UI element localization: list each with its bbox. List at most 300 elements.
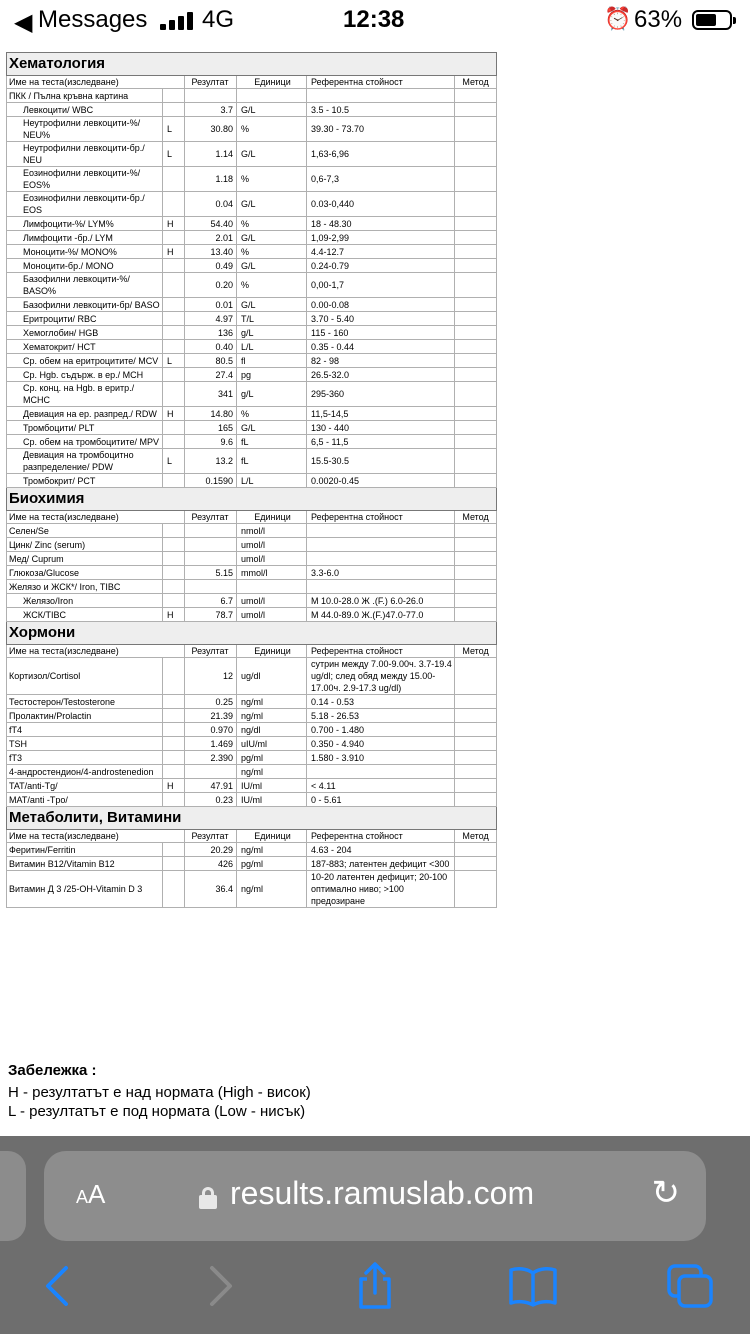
result-unit: %	[237, 167, 307, 192]
result-unit: pg	[237, 368, 307, 382]
method	[455, 340, 497, 354]
method	[455, 843, 497, 857]
table-row	[7, 723, 497, 737]
table-row	[7, 580, 497, 594]
back-to-app-label[interactable]: Messages	[38, 6, 148, 33]
method	[455, 192, 497, 217]
reference-range: 0.35 - 0.44	[307, 340, 455, 354]
result-flag	[163, 89, 185, 103]
reload-icon[interactable]: ↻	[651, 1174, 680, 1212]
browser-toolbar	[0, 1136, 750, 1334]
test-name: Глюкоза/Glucose	[7, 566, 163, 580]
test-name: ПКК / Пълна кръвна картина	[7, 89, 163, 103]
table-row	[7, 435, 497, 449]
test-name: fT4	[7, 723, 163, 737]
result-unit: G/L	[237, 259, 307, 273]
result-value: 2.01	[185, 231, 237, 245]
table-row	[7, 793, 497, 807]
result-value: 0.04	[185, 192, 237, 217]
table-row	[7, 142, 497, 167]
method	[455, 658, 497, 695]
test-name: Левкоцити/ WBC	[7, 103, 163, 117]
result-value: 0.25	[185, 695, 237, 709]
method	[455, 117, 497, 142]
test-name: ЖСК/TIBC	[7, 608, 163, 622]
result-unit: G/L	[237, 231, 307, 245]
bookmarks-button[interactable]	[503, 1256, 563, 1316]
test-name: Ср. конц. на Hgb. в еритр./ MCHC	[7, 382, 163, 407]
reference-range: 0.350 - 4.940	[307, 737, 455, 751]
table-row	[7, 273, 497, 298]
result-value: 0.20	[185, 273, 237, 298]
table-row	[7, 326, 497, 340]
result-flag	[163, 765, 185, 779]
test-name: Кортизол/Cortisol	[7, 658, 163, 695]
method	[455, 89, 497, 103]
method	[455, 167, 497, 192]
test-name: 4-андростендион/4-androstenedion	[7, 765, 163, 779]
result-value: 0.01	[185, 298, 237, 312]
result-value: 0.23	[185, 793, 237, 807]
test-name: Базофилни левкоцити-%/ BASO%	[7, 273, 163, 298]
result-flag	[163, 435, 185, 449]
test-name: Неутрофилни левкоцити-%/ NEU%	[7, 117, 163, 142]
result-value	[185, 765, 237, 779]
test-name: Пролактин/Prolactin	[7, 709, 163, 723]
method	[455, 142, 497, 167]
result-value: 47.91	[185, 779, 237, 793]
result-value	[185, 552, 237, 566]
legend-note	[8, 1062, 708, 1121]
result-unit: ug/dl	[237, 658, 307, 695]
table-row	[7, 103, 497, 117]
header-test-name: Име на теста(изследване)	[7, 645, 185, 658]
result-flag	[163, 566, 185, 580]
result-unit	[237, 89, 307, 103]
test-name: Витамин B12/Vitamin B12	[7, 857, 163, 871]
result-value: 1.469	[185, 737, 237, 751]
battery-icon	[692, 10, 732, 30]
table-row	[7, 259, 497, 273]
reference-range	[307, 580, 455, 594]
table-row	[7, 658, 497, 695]
table-row	[7, 407, 497, 421]
back-arrow-icon[interactable]: ◀	[14, 9, 33, 36]
reference-range: 39.30 - 73.70	[307, 117, 455, 142]
column-header-row	[7, 511, 497, 524]
table-row	[7, 751, 497, 765]
method	[455, 566, 497, 580]
table-row	[7, 368, 497, 382]
result-unit: nmol/l	[237, 524, 307, 538]
test-name: Желязо/Iron	[7, 594, 163, 608]
reference-range: 0.00-0.08	[307, 298, 455, 312]
back-button[interactable]	[28, 1256, 88, 1316]
result-flag	[163, 843, 185, 857]
method	[455, 737, 497, 751]
reference-range: 11,5-14,5	[307, 407, 455, 421]
test-name: Еритроцити/ RBC	[7, 312, 163, 326]
table-row	[7, 354, 497, 368]
table-row	[7, 421, 497, 435]
method	[455, 449, 497, 474]
result-unit: umol/l	[237, 552, 307, 566]
test-name: Ср. обем на еритроцитите/ MCV	[7, 354, 163, 368]
result-flag	[163, 273, 185, 298]
test-name: Ср. обем на тромбоцитите/ MPV	[7, 435, 163, 449]
result-unit: umol/l	[237, 594, 307, 608]
test-name: Селен/Se	[7, 524, 163, 538]
result-unit: %	[237, 117, 307, 142]
result-unit: IU/ml	[237, 779, 307, 793]
result-unit: ng/dl	[237, 723, 307, 737]
table-row	[7, 231, 497, 245]
method	[455, 435, 497, 449]
result-unit: umol/l	[237, 538, 307, 552]
reference-range: 1.580 - 3.910	[307, 751, 455, 765]
method	[455, 857, 497, 871]
method	[455, 245, 497, 259]
address-bar[interactable]	[44, 1151, 706, 1241]
method	[455, 594, 497, 608]
reference-range: 5.18 - 26.53	[307, 709, 455, 723]
table-row	[7, 566, 497, 580]
header-reference: Референтна стойност	[307, 511, 455, 524]
test-name: Тромбокрит/ PCT	[7, 474, 163, 488]
result-value: 13.40	[185, 245, 237, 259]
reference-range: 1,63-6,96	[307, 142, 455, 167]
test-name: Еозинофилни левкоцити-бр./ EOS	[7, 192, 163, 217]
result-value: 1.14	[185, 142, 237, 167]
result-flag	[163, 524, 185, 538]
result-unit: mmol/l	[237, 566, 307, 580]
result-value: 136	[185, 326, 237, 340]
method	[455, 354, 497, 368]
result-flag	[163, 857, 185, 871]
share-icon	[355, 1261, 395, 1311]
result-unit: ng/ml	[237, 765, 307, 779]
result-flag	[163, 580, 185, 594]
reference-range: 82 - 98	[307, 354, 455, 368]
reference-range: 10-20 латентен дефицит; 20-100 оптимално ниво; >100 предозиране	[307, 871, 455, 908]
section-header	[7, 807, 497, 830]
result-flag	[163, 312, 185, 326]
lock-icon	[199, 1187, 217, 1209]
result-value: 20.29	[185, 843, 237, 857]
result-unit: ng/ml	[237, 843, 307, 857]
result-flag	[163, 723, 185, 737]
result-value	[185, 524, 237, 538]
result-value	[185, 538, 237, 552]
method	[455, 273, 497, 298]
table-row	[7, 298, 497, 312]
section-title: Метаболити, Витамини	[7, 807, 497, 830]
result-flag	[163, 709, 185, 723]
result-value: 80.5	[185, 354, 237, 368]
result-flag	[163, 259, 185, 273]
result-unit: ng/ml	[237, 709, 307, 723]
result-unit: L/L	[237, 474, 307, 488]
book-icon	[508, 1265, 558, 1307]
header-test-name: Име на теста(изследване)	[7, 76, 185, 89]
method	[455, 312, 497, 326]
test-name: Хематокрит/ HCT	[7, 340, 163, 354]
header-method: Метод	[455, 830, 497, 843]
signal-icon	[160, 10, 196, 30]
section-header	[7, 622, 497, 645]
test-name: Лимфоцити -бр./ LYM	[7, 231, 163, 245]
reference-range: 0 - 5.61	[307, 793, 455, 807]
chevron-left-icon	[42, 1264, 74, 1308]
reference-range: М 10.0-28.0 Ж .(F.) 6.0-26.0	[307, 594, 455, 608]
result-flag	[163, 871, 185, 908]
reference-range: 1,09-2,99	[307, 231, 455, 245]
test-name: Девиация на ер. разпред./ RDW	[7, 407, 163, 421]
reference-range: М 44.0-89.0 Ж.(F.)47.0-77.0	[307, 608, 455, 622]
method	[455, 723, 497, 737]
result-flag	[163, 737, 185, 751]
result-value: 165	[185, 421, 237, 435]
result-unit: %	[237, 407, 307, 421]
method	[455, 709, 497, 723]
alarm-icon: ⏰	[604, 6, 632, 31]
result-unit: T/L	[237, 312, 307, 326]
result-unit: ng/ml	[237, 695, 307, 709]
result-value: 30.80	[185, 117, 237, 142]
header-result: Резултат	[185, 645, 237, 658]
status-bar	[0, 0, 750, 42]
result-flag	[163, 695, 185, 709]
result-value: 4.97	[185, 312, 237, 326]
table-row	[7, 474, 497, 488]
result-flag	[163, 231, 185, 245]
header-units: Единици	[237, 830, 307, 843]
reference-range: 0.700 - 1.480	[307, 723, 455, 737]
result-unit: umol/l	[237, 608, 307, 622]
method	[455, 695, 497, 709]
header-units: Единици	[237, 645, 307, 658]
reference-range	[307, 524, 455, 538]
result-value: 21.39	[185, 709, 237, 723]
test-name: TAT/anti-Tg/	[7, 779, 163, 793]
reference-range: 115 - 160	[307, 326, 455, 340]
result-unit: pg/ml	[237, 857, 307, 871]
reference-range: < 4.11	[307, 779, 455, 793]
table-row	[7, 89, 497, 103]
test-name: Витамин Д 3 /25-OH-Vitamin D 3	[7, 871, 163, 908]
reference-range: 0.0020-0.45	[307, 474, 455, 488]
header-units: Единици	[237, 76, 307, 89]
table-row	[7, 382, 497, 407]
reference-range: 3.3-6.0	[307, 566, 455, 580]
note-line-high: H - резултатът е над нормата (High - висок)	[8, 1084, 311, 1101]
reference-range: 18 - 48.30	[307, 217, 455, 231]
test-name: Ср. Hgb. съдърж. в ер./ MCH	[7, 368, 163, 382]
method	[455, 407, 497, 421]
previous-tab-preview[interactable]	[0, 1151, 26, 1241]
header-result: Резултат	[185, 511, 237, 524]
reference-range: 0,00-1,7	[307, 273, 455, 298]
reference-range: 295-360	[307, 382, 455, 407]
reference-range: 130 - 440	[307, 421, 455, 435]
table-row	[7, 524, 497, 538]
result-unit: fL	[237, 435, 307, 449]
result-flag	[163, 793, 185, 807]
method	[455, 368, 497, 382]
result-flag	[163, 751, 185, 765]
result-flag	[163, 368, 185, 382]
text-size-button[interactable]: AA	[76, 1179, 106, 1209]
results-table	[6, 52, 497, 908]
table-row	[7, 167, 497, 192]
header-test-name: Име на теста(изследване)	[7, 511, 185, 524]
method	[455, 326, 497, 340]
result-value: 0.970	[185, 723, 237, 737]
header-test-name: Име на теста(изследване)	[7, 830, 185, 843]
result-value: 14.80	[185, 407, 237, 421]
column-header-row	[7, 76, 497, 89]
test-name: MAT/anti -Tpo/	[7, 793, 163, 807]
method	[455, 524, 497, 538]
result-flag	[163, 538, 185, 552]
reference-range: 4.4-12.7	[307, 245, 455, 259]
result-unit: fl	[237, 354, 307, 368]
test-name: TSH	[7, 737, 163, 751]
reference-range: 3.5 - 10.5	[307, 103, 455, 117]
result-flag: L	[163, 117, 185, 142]
test-name: Моноцити-бр./ MONO	[7, 259, 163, 273]
tabs-button[interactable]	[660, 1256, 720, 1316]
result-unit	[237, 580, 307, 594]
result-value: 0.1590	[185, 474, 237, 488]
table-row	[7, 709, 497, 723]
section-header	[7, 53, 497, 76]
result-value: 36.4	[185, 871, 237, 908]
table-row	[7, 449, 497, 474]
section-title: Хематология	[7, 53, 497, 76]
reference-range: 0.03-0,440	[307, 192, 455, 217]
result-value: 3.7	[185, 103, 237, 117]
method	[455, 421, 497, 435]
result-value: 27.4	[185, 368, 237, 382]
test-name: Цинк/ Zinc (serum)	[7, 538, 163, 552]
test-name: Базофилни левкоцити-бр/ BASO	[7, 298, 163, 312]
table-row	[7, 192, 497, 217]
result-value: 1.18	[185, 167, 237, 192]
result-flag	[163, 658, 185, 695]
result-unit: pg/ml	[237, 751, 307, 765]
result-value: 13.2	[185, 449, 237, 474]
note-line-low: L - резултатът е под нормата (Low - нисък)	[8, 1103, 306, 1120]
method	[455, 231, 497, 245]
result-unit: G/L	[237, 192, 307, 217]
result-unit: %	[237, 273, 307, 298]
network-type: 4G	[202, 6, 235, 33]
result-unit: g/L	[237, 326, 307, 340]
header-reference: Референтна стойност	[307, 830, 455, 843]
method	[455, 608, 497, 622]
result-unit: G/L	[237, 142, 307, 167]
method	[455, 103, 497, 117]
forward-button[interactable]	[190, 1256, 250, 1316]
test-name: Моноцити-%/ MONO%	[7, 245, 163, 259]
result-value: 54.40	[185, 217, 237, 231]
method	[455, 552, 497, 566]
result-flag: H	[163, 245, 185, 259]
table-row	[7, 871, 497, 908]
result-flag	[163, 192, 185, 217]
result-value: 78.7	[185, 608, 237, 622]
method	[455, 217, 497, 231]
url-text[interactable]: results.ramuslab.com	[230, 1175, 535, 1211]
result-unit: L/L	[237, 340, 307, 354]
test-name: Тестостерон/Testosterone	[7, 695, 163, 709]
reference-range: 187-883; латентен дефицит <300	[307, 857, 455, 871]
test-name: Девиация на тромбоцитно разпределение/ PDW	[7, 449, 163, 474]
reference-range: 3.70 - 5.40	[307, 312, 455, 326]
section-title: Хормони	[7, 622, 497, 645]
result-value: 0.40	[185, 340, 237, 354]
table-row	[7, 843, 497, 857]
result-unit: %	[237, 217, 307, 231]
table-row	[7, 695, 497, 709]
result-flag	[163, 421, 185, 435]
result-unit: g/L	[237, 382, 307, 407]
result-value: 0.49	[185, 259, 237, 273]
result-flag: H	[163, 608, 185, 622]
result-flag: H	[163, 217, 185, 231]
result-flag: H	[163, 407, 185, 421]
result-flag	[163, 298, 185, 312]
header-reference: Референтна стойност	[307, 76, 455, 89]
method	[455, 298, 497, 312]
result-unit: uIU/ml	[237, 737, 307, 751]
test-name: Тромбоцити/ PLT	[7, 421, 163, 435]
test-name: Мед/ Cuprum	[7, 552, 163, 566]
result-value: 426	[185, 857, 237, 871]
share-button[interactable]	[345, 1256, 405, 1316]
reference-range: 0.14 - 0.53	[307, 695, 455, 709]
result-unit: G/L	[237, 103, 307, 117]
table-row	[7, 245, 497, 259]
lab-results-document	[6, 52, 496, 908]
test-name: fT3	[7, 751, 163, 765]
result-value: 2.390	[185, 751, 237, 765]
header-result: Резултат	[185, 76, 237, 89]
result-flag	[163, 103, 185, 117]
method	[455, 382, 497, 407]
method	[455, 871, 497, 908]
result-flag: L	[163, 142, 185, 167]
result-unit: G/L	[237, 421, 307, 435]
result-flag	[163, 552, 185, 566]
reference-range	[307, 765, 455, 779]
battery-percent: 63%	[634, 6, 683, 33]
table-row	[7, 779, 497, 793]
method	[455, 259, 497, 273]
header-method: Метод	[455, 645, 497, 658]
header-result: Резултат	[185, 830, 237, 843]
result-flag	[163, 474, 185, 488]
test-name: Неутрофилни левкоцити-бр./ NEU	[7, 142, 163, 167]
result-value: 6.7	[185, 594, 237, 608]
result-flag	[163, 382, 185, 407]
result-value: 9.6	[185, 435, 237, 449]
reference-range	[307, 89, 455, 103]
result-flag	[163, 594, 185, 608]
result-value: 341	[185, 382, 237, 407]
result-value	[185, 580, 237, 594]
